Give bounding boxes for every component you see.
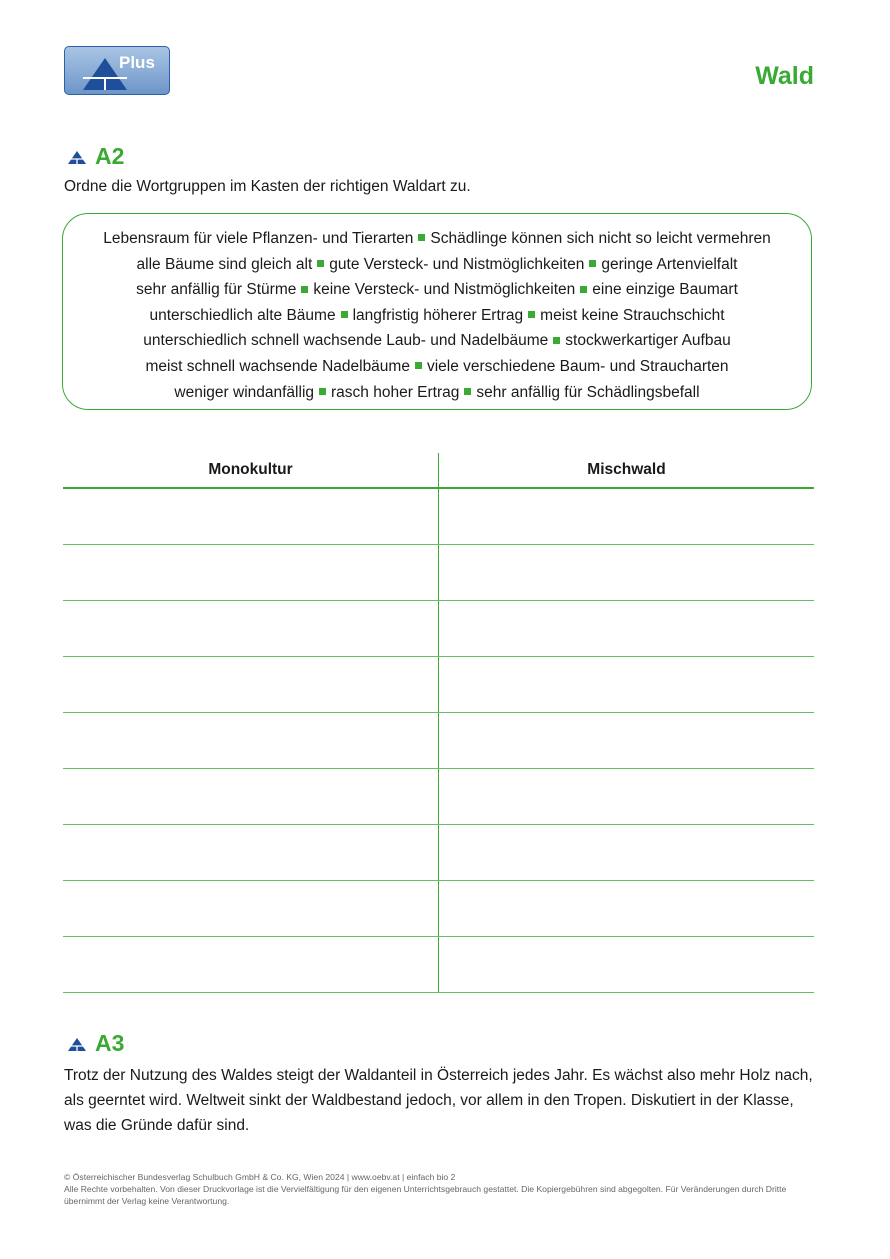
square-separator-icon bbox=[319, 388, 326, 395]
triangle-marker-icon bbox=[68, 149, 86, 165]
word-group-line bbox=[63, 252, 811, 278]
word-group: gute Versteck- und Nistmöglichkeiten bbox=[329, 255, 585, 273]
column-header-mischwald: Mischwald bbox=[439, 453, 815, 488]
word-group: unterschiedlich alte Bäume bbox=[149, 306, 336, 324]
table-row bbox=[63, 825, 814, 881]
word-group: meist schnell wachsende Nadelbäume bbox=[145, 357, 410, 375]
monokultur-cell[interactable] bbox=[63, 601, 439, 657]
square-separator-icon bbox=[589, 260, 596, 267]
word-group: rasch hoher Ertrag bbox=[331, 383, 460, 401]
square-separator-icon bbox=[341, 311, 348, 318]
table-header-row bbox=[63, 453, 814, 488]
table-row bbox=[63, 881, 814, 937]
mischwald-cell[interactable] bbox=[439, 713, 815, 769]
word-group-box bbox=[62, 213, 812, 410]
table-row bbox=[63, 601, 814, 657]
word-group: Schädlinge können sich nicht so leicht vermehren bbox=[430, 230, 771, 247]
monokultur-cell[interactable] bbox=[63, 657, 439, 713]
square-separator-icon bbox=[528, 311, 535, 318]
table-row bbox=[63, 937, 814, 993]
triangle-marker-icon bbox=[68, 1036, 86, 1052]
mischwald-cell[interactable] bbox=[439, 488, 815, 545]
column-header-monokultur: Monokultur bbox=[63, 453, 439, 488]
square-separator-icon bbox=[317, 260, 324, 267]
monokultur-cell[interactable] bbox=[63, 937, 439, 993]
page-title: Wald bbox=[755, 62, 814, 90]
word-group: viele verschiedene Baum- und Straucharten bbox=[426, 357, 729, 375]
monokultur-cell[interactable] bbox=[63, 769, 439, 825]
table-row bbox=[63, 713, 814, 769]
mischwald-cell[interactable] bbox=[439, 881, 815, 937]
word-group-line bbox=[63, 380, 811, 406]
task-a3-text: Trotz der Nutzung des Waldes steigt der Waldanteil in Österreich jedes Jahr. Es wächst also mehr Holz nach, als geerntet wird. Weltweit sinkt der Waldbestand jedoch, vor allem in den Tropen. Diskutiert in der Klasse, was die Gründe dafür sind. bbox=[64, 1067, 813, 1134]
square-separator-icon bbox=[464, 388, 471, 395]
word-group: keine Versteck- und Nistmöglichkeiten bbox=[313, 281, 576, 299]
word-group: weniger windanfällig bbox=[174, 383, 315, 401]
monokultur-cell[interactable] bbox=[63, 713, 439, 769]
plus-logo bbox=[64, 46, 170, 95]
table-row bbox=[63, 769, 814, 825]
square-separator-icon bbox=[301, 286, 308, 293]
logo-label: Plus bbox=[119, 53, 155, 72]
word-group: meist keine Strauchschicht bbox=[540, 306, 725, 324]
monokultur-cell[interactable] bbox=[63, 881, 439, 937]
table-row bbox=[63, 488, 814, 545]
mischwald-cell[interactable] bbox=[439, 825, 815, 881]
word-group: sehr anfällig für Stürme bbox=[136, 281, 297, 299]
word-group-line bbox=[63, 328, 811, 354]
square-separator-icon bbox=[580, 286, 587, 293]
footer-copyright: © Österreichischer Bundesverlag Schulbuch GmbH & Co. KG, Wien 2024 | www.oebv.at | einfach bio 2 bbox=[64, 1172, 456, 1182]
square-separator-icon bbox=[415, 362, 422, 369]
word-group: alle Bäume sind gleich alt bbox=[136, 255, 313, 273]
table-row bbox=[63, 657, 814, 713]
word-group-line bbox=[63, 226, 811, 252]
task-label: A3 bbox=[95, 1030, 125, 1056]
mischwald-cell[interactable] bbox=[439, 769, 815, 825]
monokultur-cell[interactable] bbox=[63, 545, 439, 601]
footer bbox=[64, 1171, 824, 1207]
triangle-logo-icon bbox=[65, 47, 171, 96]
word-group: geringe Artenvielfalt bbox=[601, 255, 738, 273]
monokultur-cell[interactable] bbox=[63, 825, 439, 881]
word-group-line bbox=[63, 277, 811, 303]
table-row bbox=[63, 545, 814, 601]
word-group-line bbox=[63, 354, 811, 380]
word-group: Lebensraum für viele Pflanzen- und Tierarten bbox=[103, 230, 414, 247]
task-a2-instruction: Ordne die Wortgruppen im Kasten der richtigen Waldart zu. bbox=[64, 178, 471, 195]
mischwald-cell[interactable] bbox=[439, 545, 815, 601]
task-a3-heading bbox=[68, 1030, 124, 1057]
mischwald-cell[interactable] bbox=[439, 601, 815, 657]
task-label: A2 bbox=[95, 143, 125, 169]
sorting-table bbox=[63, 453, 814, 993]
footer-rights: Alle Rechte vorbehalten. Von dieser Druckvorlage ist die Vervielfältigung für den eigenen Unterrichtsgebrauch gestattet. Die Kopiergebühren sind abgegolten. Für Veränderungen durch Dritte übernimmt der Verlag keine Verantwortung. bbox=[64, 1184, 787, 1206]
word-group: stockwerkartiger Aufbau bbox=[565, 332, 731, 350]
word-group-line bbox=[63, 303, 811, 329]
task-a2-heading bbox=[68, 143, 124, 170]
word-group: langfristig höherer Ertrag bbox=[352, 306, 524, 324]
mischwald-cell[interactable] bbox=[439, 937, 815, 993]
word-group: sehr anfällig für Schädlingsbefall bbox=[476, 383, 700, 401]
square-separator-icon bbox=[553, 337, 560, 344]
word-group: eine einzige Baumart bbox=[592, 281, 738, 299]
mischwald-cell[interactable] bbox=[439, 657, 815, 713]
word-group: unterschiedlich schnell wachsende Laub- und Nadelbäume bbox=[143, 332, 549, 350]
square-separator-icon bbox=[418, 234, 425, 241]
monokultur-cell[interactable] bbox=[63, 488, 439, 545]
